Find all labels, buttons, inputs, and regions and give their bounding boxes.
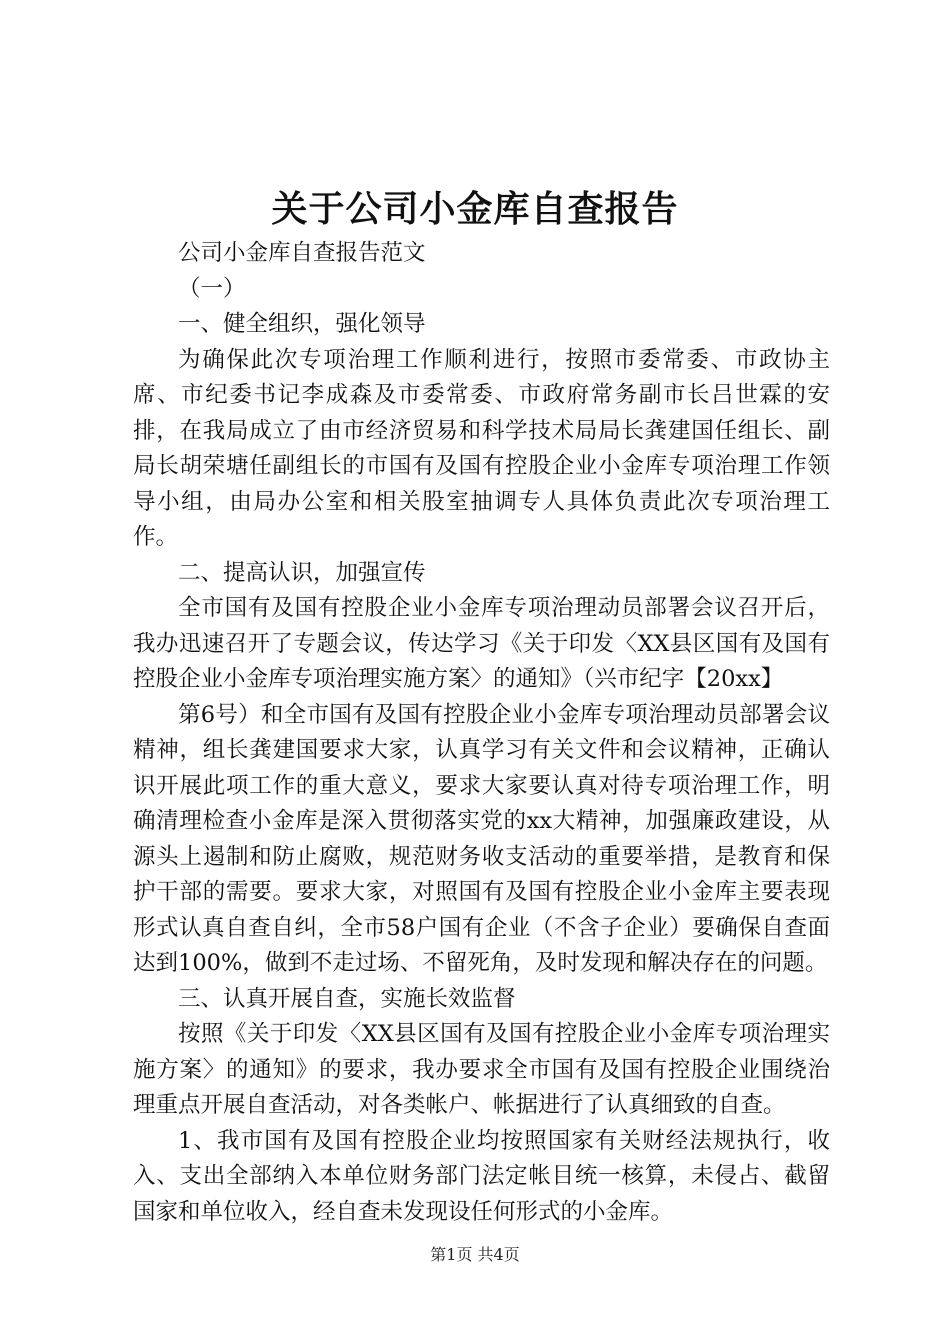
- body-paragraph: 全市国有及国有控股企业小金库专项治理动员部署会议召开后，我办迅速召开了专题会议，传达学习《关于印发〈XX县区国有及国有控股企业小金库专项治理实施方案〉的通知》（兴市纪字【20xx】: [133, 595, 830, 692]
- page-number-footer: 第1页 共4页: [430, 1245, 520, 1264]
- heading-paragraph: 二、提高认识，加强宣传: [178, 559, 426, 586]
- heading-paragraph: 一、健全组织，强化领导: [178, 311, 426, 337]
- body-paragraph: 按照《关于印发〈XX县区国有及国有控股企业小金库专项治理实施方案〉的通知》的要求，我办要求全市国有及国有控股企业围绕治理重点开展自查活动，对各类帐户、帐据进行了认真细致的自查。: [133, 1021, 830, 1118]
- section-number-paragraph: （一）: [178, 275, 246, 302]
- subtitle-paragraph: 公司小金库自查报告范文: [178, 240, 426, 266]
- body-paragraph: 为确保此次专项治理工作顺利进行，按照市委常委、市政协主席、市纪委书记李成森及市委常委、市政府常务副市长吕世霖的安排，在我局成立了由市经济贸易和科学技术局局长龚建国任组长、副局长胡荣塘任副组长的市国有及国有控股企业小金库专项治理工作领导小组，由局办公室和相关股室抽调专人具体负责此次专项治理工作。: [133, 346, 830, 550]
- heading-paragraph: 三、认真开展自查，实施长效监督: [178, 985, 516, 1012]
- body-paragraph: 1、我市国有及国有控股企业均按照国家有关财经法规执行，收入、支出全部纳入本单位财务部门法定帐目统一核算，未侵占、截留国家和单位收入，经自查未发现设任何形式的小金库。: [133, 1127, 830, 1225]
- body-paragraph: 第6号）和全市国有及国有控股企业小金库专项治理动员部署会议精神，组长龚建国要求大家，认真学习有关文件和会议精神，正确认识开展此项工作的重大意义，要求大家要认真对待专项治理工作，明确清理检查小金库是深入贯彻落实党的xx大精神，加强廉政建设，从源头上遏制和防止腐败，规范财务收支活动的重要举措，是教育和保护干部的需要。要求大家，对照国有及国有控股企业小金库主要表现形式认真自查自纠，全市58户国有企业（不含子企业）要确保自查面达到100%，做到不走过场、不留死角，及时发现和解决存在的问题。: [133, 701, 830, 976]
- document-title: 关于公司小金库自查报告: [271, 188, 679, 230]
- document-body: [133, 236, 830, 1230]
